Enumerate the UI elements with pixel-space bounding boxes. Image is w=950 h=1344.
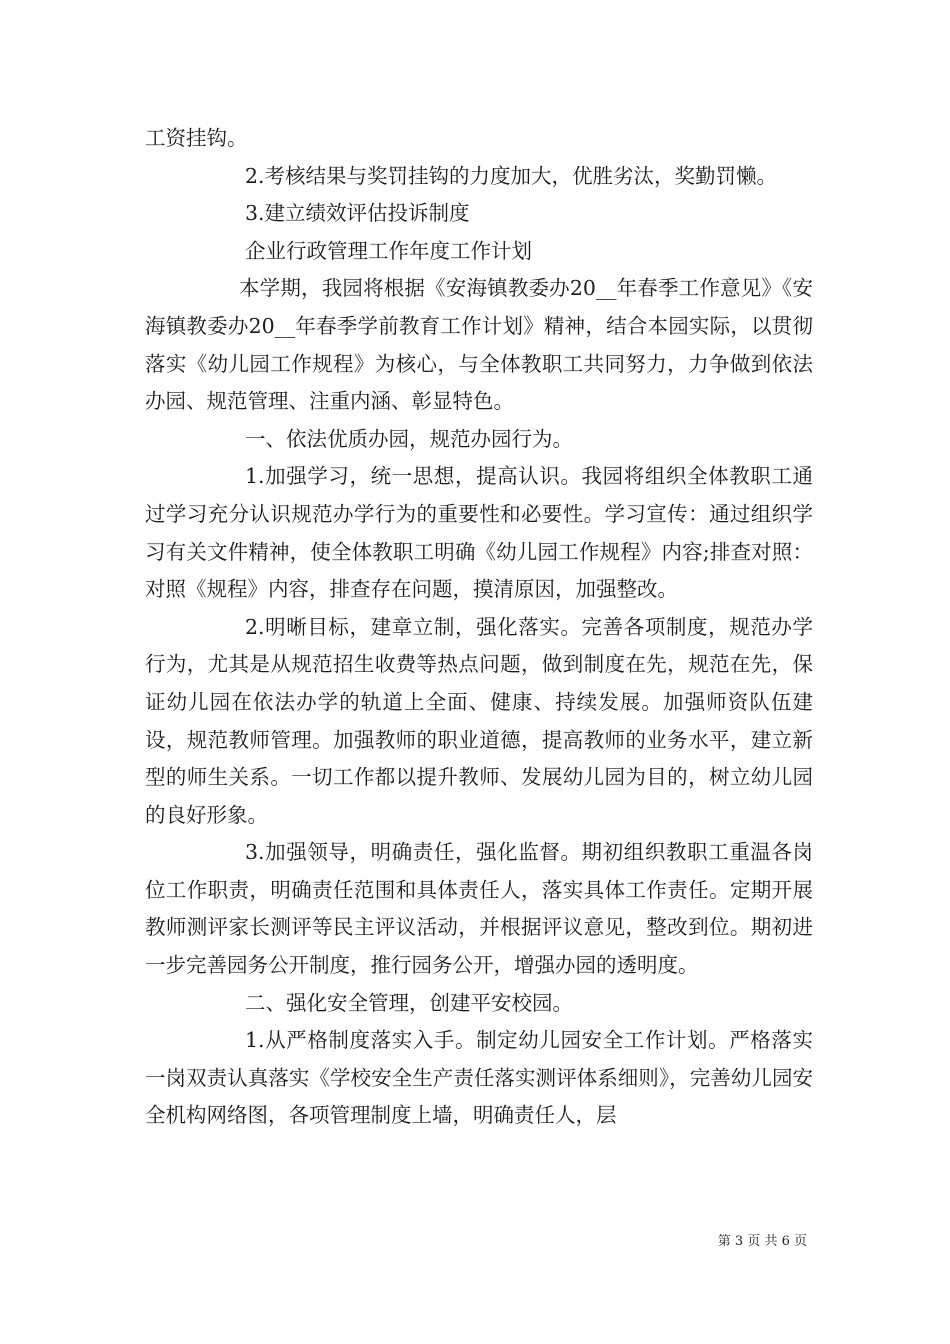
paragraph: 工资挂钩。 (145, 126, 248, 150)
section-heading: 二、强化安全管理，创建平安校园。 (245, 990, 573, 1015)
paragraph: 2.明晰目标，建章立制，强化落实。完善各项制度，规范办学行为，尤其是从规范招生收费等热点问题，做到制度在先，规范在先，保证幼儿园在依法办学的轨道上全面、健康、持续发展。加强师资队伍建设，规范教师管理。加强教师的职业道德，提高教师的业务水平，建立新型的师生关系。一切工作都以提升教师、发展幼儿园为目的，树立幼儿园的良好形象。 (145, 614, 813, 827)
paragraph: 1.从严格制度落实入手。制定幼儿园安全工作计划。严格落实一岗双责认真落实《学校安全生产责任落实测评体系细则》，完善幼儿园安全机构网络图，各项管理制度上墙，明确责任人，层 (145, 1028, 813, 1128)
paragraph: 2.考核结果与奖罚挂钩的力度加大，优胜劣汰，奖勤罚懒。 (245, 163, 778, 188)
paragraph: 本学期，我园将根据《安海镇教委办20__年春季工作意见》《安海镇教委办20__年春季学前教育工作计划》精神，结合本园实际，以贯彻落实《幼儿园工作规程》为核心，与全体教职工共同努力，力争做到依法办园、规范管理、注重内涵、彰显特色。 (145, 276, 813, 414)
paragraph: 1.加强学习，统一思想，提高认识。我园将组织全体教职工通过学习充分认识规范办学行为的重要性和必要性。学习宣传：通过组织学习有关文件精神，使全体教职工明确《幼儿园工作规程》内容;排查对照：对照《规程》内容，排查存在问题，摸清原因，加强整改。 (145, 464, 813, 602)
page-number: 第 3 页 共 6 页 (717, 1234, 807, 1249)
section-title: 企业行政管理工作年度工作计划 (245, 238, 532, 263)
document-body (145, 120, 813, 1135)
paragraph: 3.加强领导，明确责任，强化监督。期初组织教职工重温各岗位工作职责，明确责任范围和具体责任人，落实具体工作责任。定期开展教师测评家长测评等民主评议活动，并根据评议意见，整改到位。期初进一步完善园务公开制度，推行园务公开，增强办园的透明度。 (145, 840, 813, 978)
paragraph: 3.建立绩效评估投诉制度 (245, 201, 470, 226)
section-heading: 一、依法优质办园，规范办园行为。 (245, 426, 573, 451)
